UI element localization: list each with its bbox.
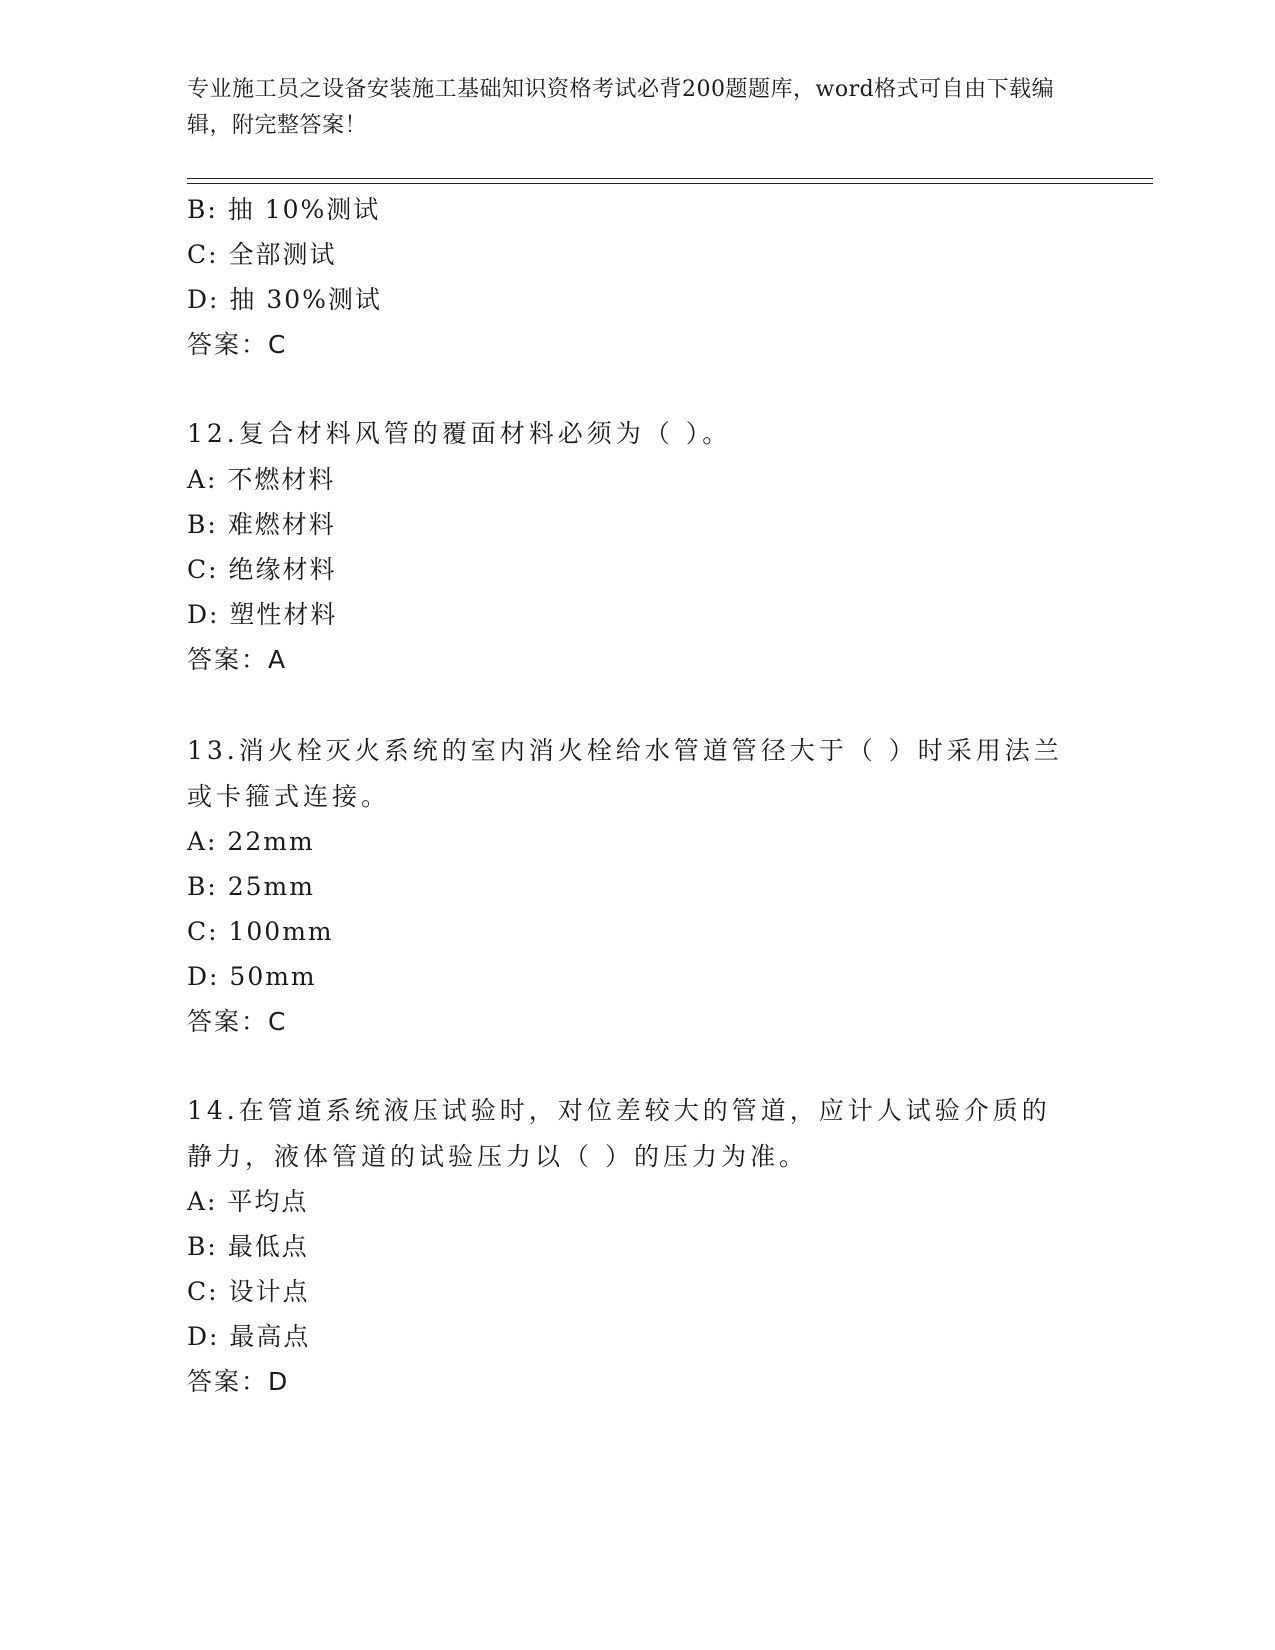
q11-option-c: C: 全部测试 (187, 240, 337, 269)
header-rule-bottom (187, 183, 1153, 184)
q11-answer: 答案：C (187, 330, 288, 359)
q13-question: 13.消火栓灭火系统的室内消火栓给水管道管径大于（ ）时采用法兰或卡箍式连接。 (187, 736, 1063, 811)
q12-option-a: A: 不燃材料 (187, 465, 336, 494)
q13-answer: 答案：C (187, 1007, 288, 1036)
q12-answer: 答案：A (187, 645, 288, 674)
q11-option-b: B: 抽 10%测试 (187, 195, 381, 224)
q13-option-d: D: 50mm (187, 962, 317, 991)
q14-option-b: B: 最低点 (187, 1232, 309, 1261)
q14-option-d: D: 最高点 (187, 1322, 311, 1351)
q12-option-c: C: 绝缘材料 (187, 555, 337, 584)
q14-option-a: A: 平均点 (187, 1187, 309, 1216)
header-rule-top (187, 178, 1153, 179)
q12-option-d: D: 塑性材料 (187, 600, 338, 629)
q11-option-d: D: 抽 30%测试 (187, 285, 382, 314)
q12-option-b: B: 难燃材料 (187, 510, 336, 539)
q12-question: 12.复合材料风管的覆面材料必须为（ ）。 (187, 419, 732, 448)
q14-question: 14.在管道系统液压试验时，对位差较大的管道，应计人试验介质的静力，液体管道的试验压力以（ ）的压力为准。 (187, 1096, 1051, 1171)
q14-answer: 答案：D (187, 1367, 290, 1396)
q13-option-a: A: 22mm (187, 827, 315, 856)
q13-option-c: C: 100mm (187, 917, 334, 946)
q14-option-c: C: 设计点 (187, 1277, 310, 1306)
q13-option-b: B: 25mm (187, 872, 315, 901)
document-title: 专业施工员之设备安装施工基础知识资格考试必背200题题库，word格式可自由下载编辑，附完整答案！ (187, 77, 1055, 138)
